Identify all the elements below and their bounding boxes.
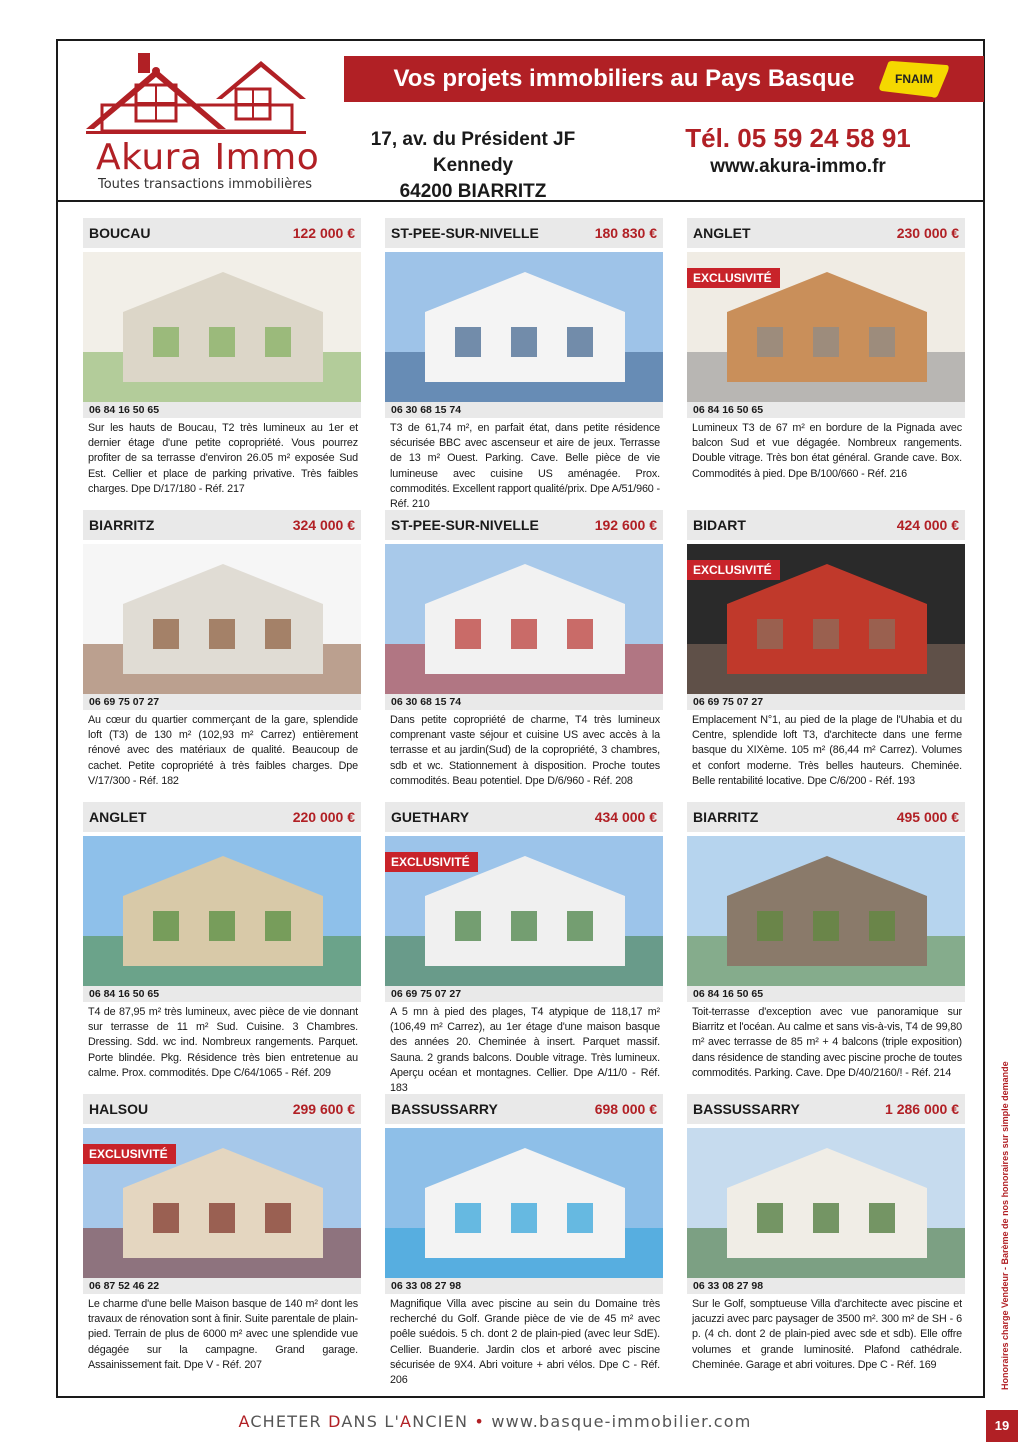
listing-header [385, 802, 663, 832]
listing-phone: 06 84 16 50 65 [83, 986, 361, 1002]
listing-price: 220 000 € [292, 809, 355, 825]
fnaim-label: FNAIM [895, 72, 933, 86]
listing-photo [385, 544, 663, 694]
listing-photo [83, 544, 361, 694]
agency-logo [86, 49, 326, 199]
listing-phone: 06 87 52 46 22 [83, 1278, 361, 1294]
listing-city: BIARRITZ [89, 517, 155, 533]
listing-description: Dans petite copropriété de charme, T4 très lumineux comprenant vaste séjour et cuisine US avec accès à la terrasse et au jardin(Sud) de la copropriété, 3 chambres, sdb et wc. Stationnement à disposition. Proche toutes commodités. Beau potentiel. Dpe D/6/960 - Réf. 208 [390, 714, 660, 787]
listing-header [687, 510, 965, 540]
property-photo-image [83, 252, 361, 402]
listing-city: ANGLET [89, 809, 147, 825]
listing-card[interactable] [687, 218, 965, 506]
agency-tagline: Toutes transactions immobilières [98, 177, 313, 192]
exclusive-badge: EXCLUSIVITÉ [687, 560, 780, 580]
listing-photo [83, 836, 361, 986]
listing-header [385, 510, 663, 540]
agency-contact [648, 121, 948, 179]
listing-photo [385, 252, 663, 402]
listing-description: Au cœur du quartier commerçant de la gare, splendide loft (T3) de 130 m² (102,93 m² Carrez) entièrement rénové avec des matériaux de qualité. Beaucoup de cachet. Petite copropriété à très faibles charges. Dpe V/17/300 - Réf. 182 [88, 714, 358, 787]
footer-initial-a: A [238, 1412, 251, 1431]
property-photo-image [385, 252, 663, 402]
listing-phone: 06 84 16 50 65 [83, 402, 361, 418]
listing-price: 1 286 000 € [885, 1101, 959, 1117]
listing-city: ST-PEE-SUR-NIVELLE [391, 225, 539, 241]
listing-city: BASSUSSARRY [693, 1101, 800, 1117]
listing-description: Le charme d'une belle Maison basque de 140 m² dont les travaux de rénovation sont à finir. Suite parentale de plain-pied. Terrain de plus de 6000 m² avec une splendide vue dégagée sur la campagne. Grand garage. Assainissement fait. Dpe V - Réf. 207 [88, 1298, 358, 1371]
listing-photo [687, 252, 965, 402]
listing-header [385, 1094, 663, 1124]
listing-city: BASSUSSARRY [391, 1101, 498, 1117]
listing-card[interactable] [83, 510, 361, 798]
listing-header [83, 218, 361, 248]
property-photo-image [83, 836, 361, 986]
footer-word-cheter: CHETER [250, 1412, 329, 1431]
listing-description: Sur le Golf, somptueuse Villa d'architecte avec piscine et jacuzzi avec parc paysager de 3500 m². 300 m² de SH - 6 p. (4 ch. dont 2 de plain-pied avec sde et sdb). Elle offre volumes et grande luminosité. Plafond cathédrale. Cheminée. Garage et abri voitures. Dpe C - Réf. 169 [692, 1298, 962, 1371]
listing-photo [687, 544, 965, 694]
banner-title: Vos projets immobiliers au Pays Basque [393, 65, 855, 92]
listing-photo [83, 252, 361, 402]
footer-word-ncien: NCIEN [412, 1412, 469, 1431]
listing-photo [687, 1128, 965, 1278]
listing-price: 180 830 € [594, 225, 657, 241]
agency-address [338, 127, 608, 205]
listing-city: HALSOU [89, 1101, 149, 1117]
listing-card[interactable] [385, 510, 663, 798]
agency-name: Akura Immo [96, 137, 320, 178]
listing-header [83, 510, 361, 540]
slogan-banner [344, 56, 984, 102]
listing-card[interactable] [83, 218, 361, 506]
listing-price: 122 000 € [292, 225, 355, 241]
listing-price: 424 000 € [896, 517, 959, 533]
listing-price: 495 000 € [896, 809, 959, 825]
listing-price: 434 000 € [594, 809, 657, 825]
listing-header [687, 802, 965, 832]
agency-header [58, 41, 983, 202]
listing-price: 192 600 € [594, 517, 657, 533]
listing-card[interactable] [687, 1094, 965, 1382]
listing-city: GUETHARY [391, 809, 470, 825]
listing-phone: 06 69 75 07 27 [83, 694, 361, 710]
listing-description: T4 de 87,95 m² très lumineux, avec pièce de vie donnant sur terrasse de 11 m² Sud. Cuisine. 3 Chambres. Dressing. Sdd. wc ind. Nombreux rangements. Parquet. Porte blindée. Pkg. Résidence très bien entretenue au calme. Prox. commodités. Dpe C/64/1065 - Réf. 209 [88, 1006, 358, 1079]
fees-note-text: Honoraires charge Vendeur - Barème de nos honoraires sur simple demande [1000, 1061, 1010, 1390]
property-photo-image [385, 544, 663, 694]
agency-website: www.akura-immo.fr [710, 156, 886, 177]
listing-phone: 06 30 68 15 74 [385, 694, 663, 710]
listing-city: BIDART [693, 517, 746, 533]
listing-header [83, 802, 361, 832]
listing-card[interactable] [385, 802, 663, 1095]
listing-card[interactable] [83, 802, 361, 1090]
listing-description: Emplacement N°1, au pied de la plage de l'Uhabia et du Centre, splendide loft T3, d'architecte dans une ferme basque du XIXème. 105 m² (86,44 m² Carrez). Volumes et confort moderne. Très belles hauteurs. Cheminée. Belle rentabilité locative. Dpe C/6/200 - Réf. 193 [692, 714, 962, 787]
listing-price: 299 600 € [292, 1101, 355, 1117]
listing-header [687, 1094, 965, 1124]
listing-description: Lumineux T3 de 67 m² en bordure de la Pignada avec balcon Sud et vue dégagée. Nombreux rangements. Double vitrage. Très bon état général. Grande cave. Box. Commodités à pied. Dpe B/100/660 - Réf. 216 [692, 422, 962, 480]
page-number: 19 [986, 1410, 1018, 1442]
listing-description: T3 de 61,74 m², en parfait état, dans petite résidence sécurisée BBC avec ascenseur et aire de jeux. Terrasse de 13 m² Ouest. Parking. Cave. Belle pièce de vie lumineuse avec cuisine US aménagée. Prox. commodités. Excellent rapport qualité/prix. Dpe A/51/960 - Réf. 210 [390, 422, 660, 511]
fnaim-badge [878, 59, 950, 99]
listing-phone: 06 30 68 15 74 [385, 402, 663, 418]
listing-phone: 06 33 08 27 98 [385, 1278, 663, 1294]
listing-photo [385, 836, 663, 986]
property-photo-image [687, 836, 965, 986]
house-logo-icon [86, 49, 326, 139]
footer-initial-a2: A [400, 1412, 413, 1431]
listing-city: BOUCAU [89, 225, 151, 241]
listing-description: Toit-terrasse d'exception avec vue panoramique sur Biarritz et l'océan. Au calme et sans vis-à-vis, T4 de 99,80 m² avec terrasse de 85 m² + 4 balcons (triple exposition) dans résidence de standing avec piscine proche de toutes commodités. Parking. Cave. Dpe D/40/2160/! - Réf. 214 [692, 1006, 962, 1079]
listing-price: 230 000 € [896, 225, 959, 241]
exclusive-badge: EXCLUSIVITÉ [687, 268, 780, 288]
listing-description: Sur les hauts de Boucau, T2 très lumineux au 1er et dernier étage d'une petite copropriété. Vous pourrez profiter de sa terrasse d'environ 26.05 m² exposée Sud Est. Cellier et place de parking privative. Très faibles charges. Dpe D/17/180 - Réf. 217 [88, 422, 358, 495]
listing-header [687, 218, 965, 248]
footer-initial-d: D [328, 1412, 342, 1431]
address-line-1: 17, av. du Président JF Kennedy [370, 129, 576, 176]
listing-phone: 06 33 08 27 98 [687, 1278, 965, 1294]
listing-photo [385, 1128, 663, 1278]
footer-url[interactable]: www.basque-immobilier.com [491, 1412, 752, 1431]
exclusive-badge: EXCLUSIVITÉ [385, 852, 478, 872]
listing-price: 698 000 € [594, 1101, 657, 1117]
address-line-2: 64200 BIARRITZ [399, 181, 547, 202]
listing-card[interactable] [83, 1094, 361, 1382]
property-photo-image [687, 1128, 965, 1278]
property-photo-image [83, 544, 361, 694]
listing-city: ANGLET [693, 225, 751, 241]
listing-card[interactable] [687, 510, 965, 798]
listing-header [83, 1094, 361, 1124]
agency-phone: Tél. 05 59 24 58 91 [685, 123, 911, 153]
page-frame [56, 39, 985, 1398]
footer-bullet: • [468, 1412, 492, 1431]
listing-city: ST-PEE-SUR-NIVELLE [391, 517, 539, 533]
exclusive-badge: EXCLUSIVITÉ [83, 1144, 176, 1164]
listing-description: Magnifique Villa avec piscine au sein du Domaine très recherché du Golf. Grande pièce de vie de 45 m² avec poêle suédois. 5 ch. dont 2 de plain-pied (avec leur SdE). Cellier. Buanderie. Jardin clos et arboré avec piscine sécurisée de 9X4. Abri voiture + abri vélos. Dpe C - Réf. 206 [390, 1298, 660, 1387]
listing-description: A 5 mn à pied des plages, T4 atypique de 118,17 m² (106,49 m² Carrez), au 1er étage d'une maison basque des années 20. Cheminée à insert. Parquet massif. Sauna. 2 grands balcons. Double vitrage. Très lumineux. Aperçu océan et montagnes. Cellier. Dpe A/11/0 - Réf. 183 [390, 1006, 660, 1095]
listing-phone: 06 69 75 07 27 [385, 986, 663, 1002]
listing-price: 324 000 € [292, 517, 355, 533]
listing-photo [83, 1128, 361, 1278]
fees-note [990, 1040, 1020, 1400]
listing-card[interactable] [687, 802, 965, 1090]
listing-city: BIARRITZ [693, 809, 759, 825]
listing-phone: 06 84 16 50 65 [687, 402, 965, 418]
listing-phone: 06 84 16 50 65 [687, 986, 965, 1002]
property-photo-image [385, 1128, 663, 1278]
listing-card[interactable] [385, 218, 663, 511]
listing-phone: 06 69 75 07 27 [687, 694, 965, 710]
listing-card[interactable] [385, 1094, 663, 1387]
page-footer [0, 1412, 990, 1431]
footer-word-dans: ANS L' [341, 1412, 401, 1431]
listing-photo [687, 836, 965, 986]
listing-header [385, 218, 663, 248]
